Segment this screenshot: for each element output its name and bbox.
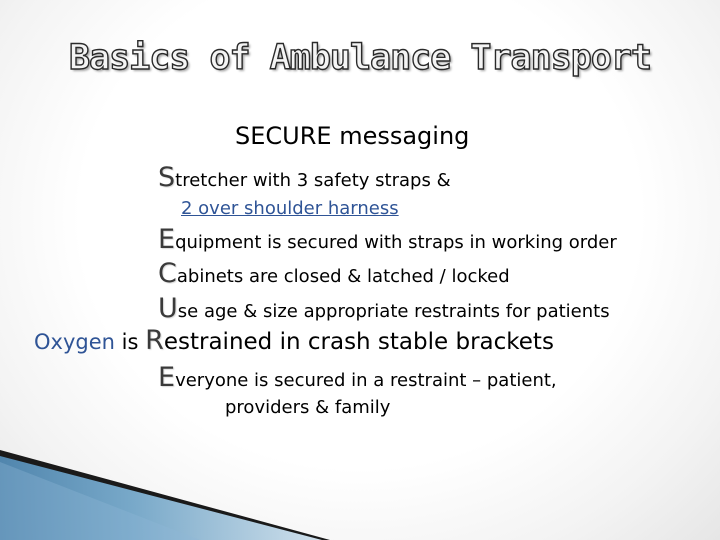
item-text: se age & size appropriate restraints for patients <box>177 301 610 322</box>
item-equipment <box>158 226 617 253</box>
slide-subtitle: SECURE messaging <box>235 122 470 150</box>
decorative-swoosh <box>0 440 720 540</box>
item-initial: E <box>158 362 176 393</box>
item-text: estrained in crash stable brackets <box>163 329 554 355</box>
item-stretcher <box>158 164 451 191</box>
item-stretcher-continuation: 2 over shoulder harness <box>181 198 399 219</box>
item-everyone-continuation: providers & family <box>225 397 391 418</box>
item-everyone <box>158 364 557 391</box>
item-initial: C <box>158 258 177 289</box>
item-initial: E <box>158 224 176 255</box>
item-text: tretcher with 3 safety straps & <box>175 170 451 191</box>
oxygen-word: Oxygen <box>34 330 115 354</box>
item-use-age <box>158 295 610 322</box>
item-text: abinets are closed & latched / locked <box>176 266 510 287</box>
item-initial: U <box>158 293 178 324</box>
item-text: veryone is secured in a restraint – patient, <box>175 370 557 391</box>
item-initial: R <box>145 325 164 356</box>
item-initial: S <box>158 162 176 193</box>
item-cabinets <box>158 260 510 287</box>
slide-title: Basics of Ambulance Transport <box>68 38 652 78</box>
item-text: quipment is secured with straps in working order <box>175 232 617 253</box>
is-word: is <box>114 330 146 354</box>
item-restrained <box>34 327 554 354</box>
